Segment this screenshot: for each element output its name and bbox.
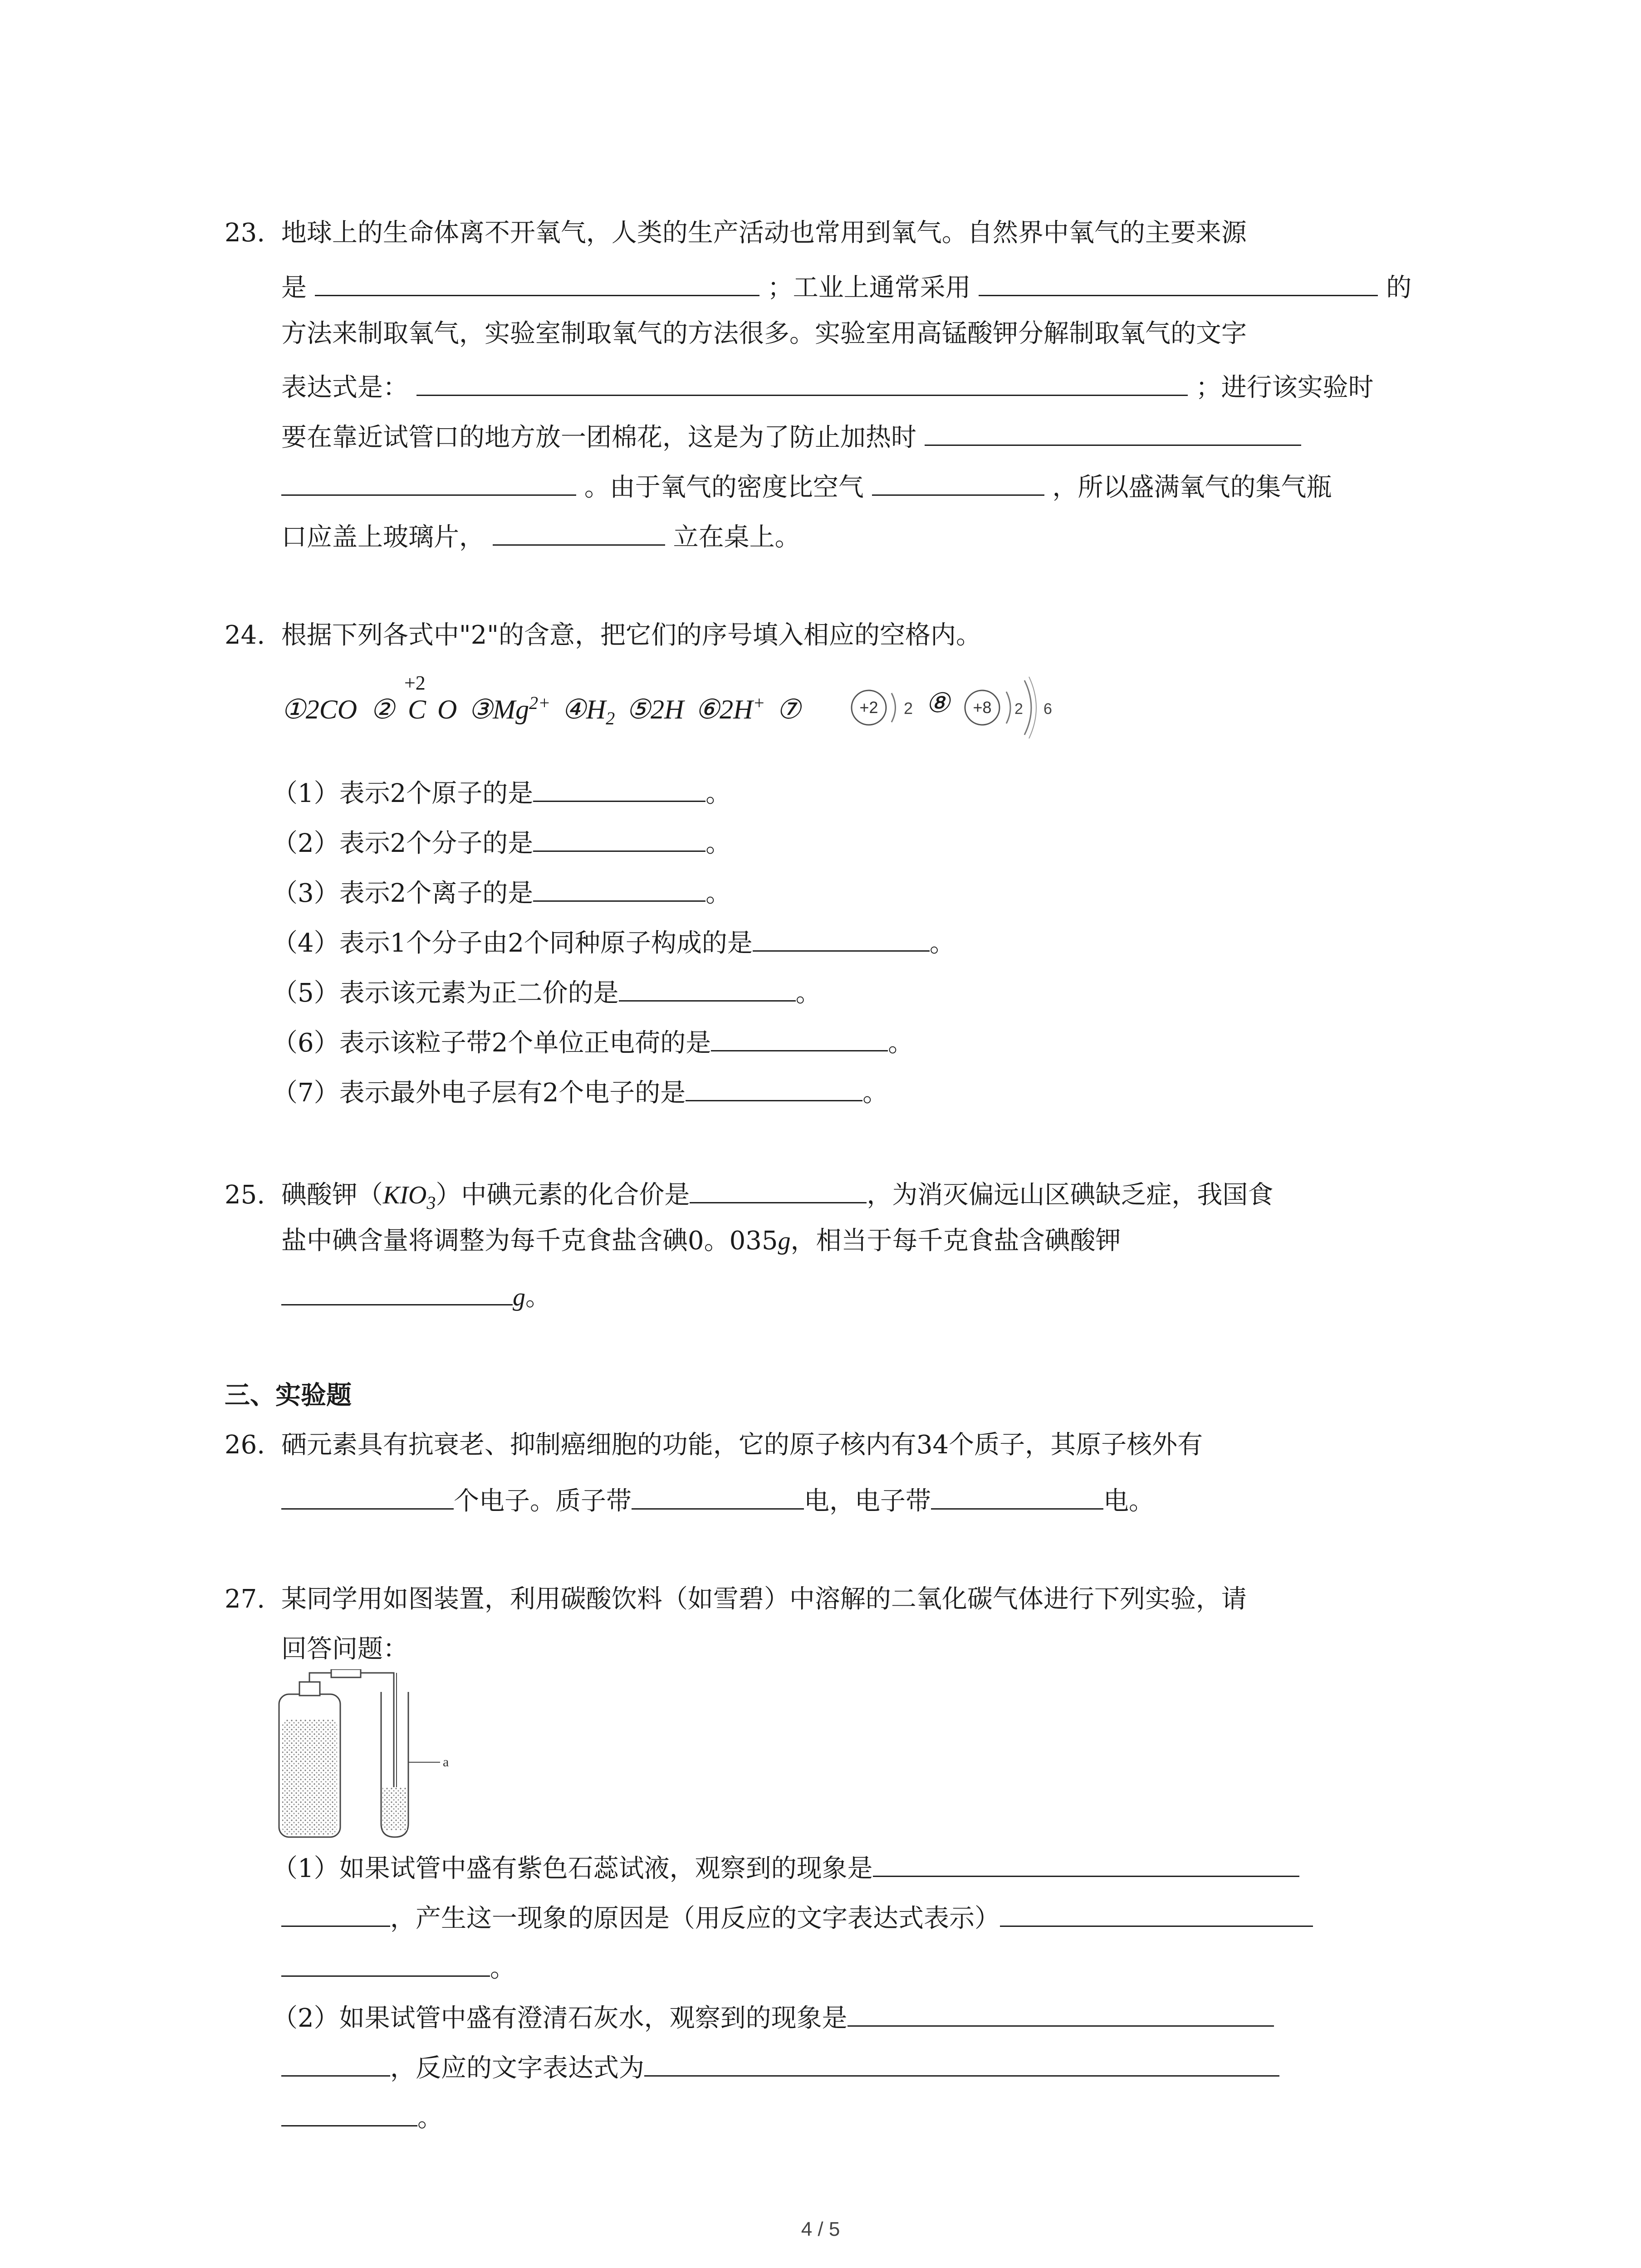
q23-line-3: 方法来制取氧气，实验室制取氧气的方法很多。实验室用高锰酸钾分解制取氧气的文字 — [281, 319, 1247, 348]
q24-sub-4: （4）表示1个分子由2个同种原子构成的是 。 — [272, 923, 955, 956]
question-number: 26. — [225, 1430, 265, 1460]
answer-blank[interactable] — [711, 1023, 888, 1051]
q27-part-1-line-1: （1）如果试管中盛有紫色石蕊试液，观察到的现象是 — [272, 1848, 1299, 1881]
answer-blank[interactable] — [872, 467, 1044, 496]
q27-part-2-line-2: ，反应的文字表达式为 — [281, 2048, 1279, 2081]
answer-blank[interactable] — [533, 773, 705, 802]
shell-1-electrons: 2 — [1014, 700, 1023, 718]
q26-line-2: 个电子。质子带 电，电子带 电。 — [281, 1481, 1154, 1514]
q24-sub-5: （5）表示该元素为正二价的是 。 — [272, 973, 821, 1006]
answer-blank[interactable] — [690, 1175, 867, 1203]
answer-blank[interactable] — [281, 1277, 513, 1305]
answer-blank[interactable] — [619, 973, 796, 1002]
formula-7-marker: ⑦ — [776, 694, 801, 724]
q23-line-1: 23. 地球上的生命体离不开氧气，人类的生产活动也常用到氧气。自然界中氧气的主要来源 — [225, 218, 1247, 248]
q27-part-2-line-1: （2）如果试管中盛有澄清石灰水，观察到的现象是 — [272, 1998, 1274, 2031]
answer-blank[interactable] — [281, 1898, 390, 1927]
answer-blank[interactable] — [1000, 1898, 1313, 1927]
q27-line-2: 回答问题： — [281, 1634, 408, 1664]
shell-electrons: 2 — [904, 699, 913, 718]
q24-stem: 24. 根据下列各式中"2"的含意，把它们的序号填入相应的空格内。 — [225, 621, 982, 650]
chemical-formula: $KIO_3$ — [382, 1181, 436, 1213]
q27-part-1-line-2: ，产生这一现象的原因是（用反应的文字表达式表示） — [281, 1898, 1313, 1931]
q23-line-6: 。由于氧气的密度比空气 ，所以盛满氧气的集气瓶 — [281, 467, 1332, 500]
answer-blank[interactable] — [847, 1998, 1274, 2027]
formula-6: ⑥2H+ — [695, 693, 765, 724]
answer-blank[interactable] — [281, 2098, 417, 2126]
q24-sub-3: （3）表示2个离子的是 。 — [272, 873, 731, 906]
q24-sub-2: （2）表示2个分子的是 。 — [272, 823, 731, 856]
answer-blank[interactable] — [686, 1073, 862, 1101]
q24-sub-7: （7）表示最外电子层有2个电子的是 。 — [272, 1073, 888, 1105]
question-number: 27. — [225, 1584, 265, 1614]
answer-blank[interactable] — [533, 823, 705, 852]
answer-blank[interactable] — [644, 2048, 1279, 2077]
answer-blank[interactable] — [281, 1481, 454, 1510]
question-number: 25. — [225, 1180, 265, 1210]
q25-line-1: 25. 碘酸钾$(KIO_3)$中碘元素的化合价是 ，为消灭偏远山区碘缺乏症，我国食 — [225, 1175, 1273, 1207]
answer-blank[interactable] — [931, 1481, 1103, 1510]
figure-label-a: a — [443, 1755, 449, 1769]
formula-2: +2 C — [408, 691, 426, 728]
apparatus-diagram — [277, 1669, 467, 1842]
question-number: 24. — [225, 621, 265, 650]
q27-part-2-line-3: 。 — [281, 2098, 443, 2131]
answer-blank[interactable] — [315, 268, 759, 296]
page-number: 4 / 5 — [801, 2218, 840, 2240]
q24-sub-1: （1）表示2个原子的是 。 — [272, 773, 731, 806]
answer-blank[interactable] — [632, 1481, 804, 1510]
section-title: 三、实验题 — [225, 1380, 352, 1410]
answer-blank[interactable] — [281, 1948, 490, 1977]
q23-line-4: 表达式是： ；进行该实验时 — [281, 367, 1374, 400]
formula-1: ①2CO — [281, 694, 358, 724]
q27-part-1-line-3: 。 — [281, 1948, 515, 1981]
answer-blank[interactable] — [925, 417, 1301, 446]
answer-blank[interactable] — [533, 873, 705, 902]
atom-structure-diagram-8 — [957, 667, 1062, 748]
q27-line-1: 27. 某同学用如图装置，利用碳酸饮料（如雪碧）中溶解的二氧化碳气体进行下列实验，请 — [225, 1584, 1247, 1614]
q23-line-7: 口应盖上玻璃片， 立在桌上。 — [281, 517, 800, 550]
q24-sub-6: （6）表示该粒子带2个单位正电荷的是 。 — [272, 1023, 913, 1056]
shell-2-electrons: 6 — [1043, 700, 1052, 718]
answer-blank[interactable] — [979, 268, 1378, 296]
q25-line-2: 盐中碘含量将调整为每千克食盐含碘0。035g，相当于每千克食盐含碘酸钾 — [281, 1226, 1121, 1256]
nucleus-charge: +8 — [973, 698, 992, 717]
q25-line-3: g。 — [281, 1277, 551, 1310]
answer-blank[interactable] — [281, 2048, 390, 2077]
q24-formulas: ①2CO ② +2 C O $③Mg^{2+}$ $④H_2$ ⑤2H ⑥2H+ ⑦ — [281, 685, 801, 721]
answer-blank[interactable] — [281, 467, 576, 496]
answer-blank[interactable] — [753, 923, 930, 952]
formula-8-marker: ⑧ — [926, 688, 950, 718]
q23-line-5: 要在靠近试管口的地方放一团棉花，这是为了防止加热时 — [281, 417, 1301, 450]
question-number: 23. — [225, 218, 265, 248]
q23-line-2: 是 ；工业上通常采用 的 — [281, 268, 1411, 300]
formula-5: ⑤2H — [626, 694, 684, 724]
formula-3: $③Mg^{2+}$ — [468, 693, 551, 724]
q26-line-1: 26. 硒元素具有抗衰老、抑制癌细胞的功能，它的原子核内有34个质子，其原子核外有 — [225, 1430, 1203, 1460]
answer-blank[interactable] — [416, 367, 1188, 396]
valence-charge: +2 — [404, 672, 426, 694]
answer-blank[interactable] — [873, 1848, 1299, 1877]
formula-4: $④H_2$ — [562, 694, 615, 728]
formula-2-marker: ② — [370, 694, 395, 724]
atom-structure-diagram-7 — [844, 676, 926, 739]
nucleus-charge: +2 — [859, 698, 878, 717]
answer-blank[interactable] — [493, 517, 665, 546]
